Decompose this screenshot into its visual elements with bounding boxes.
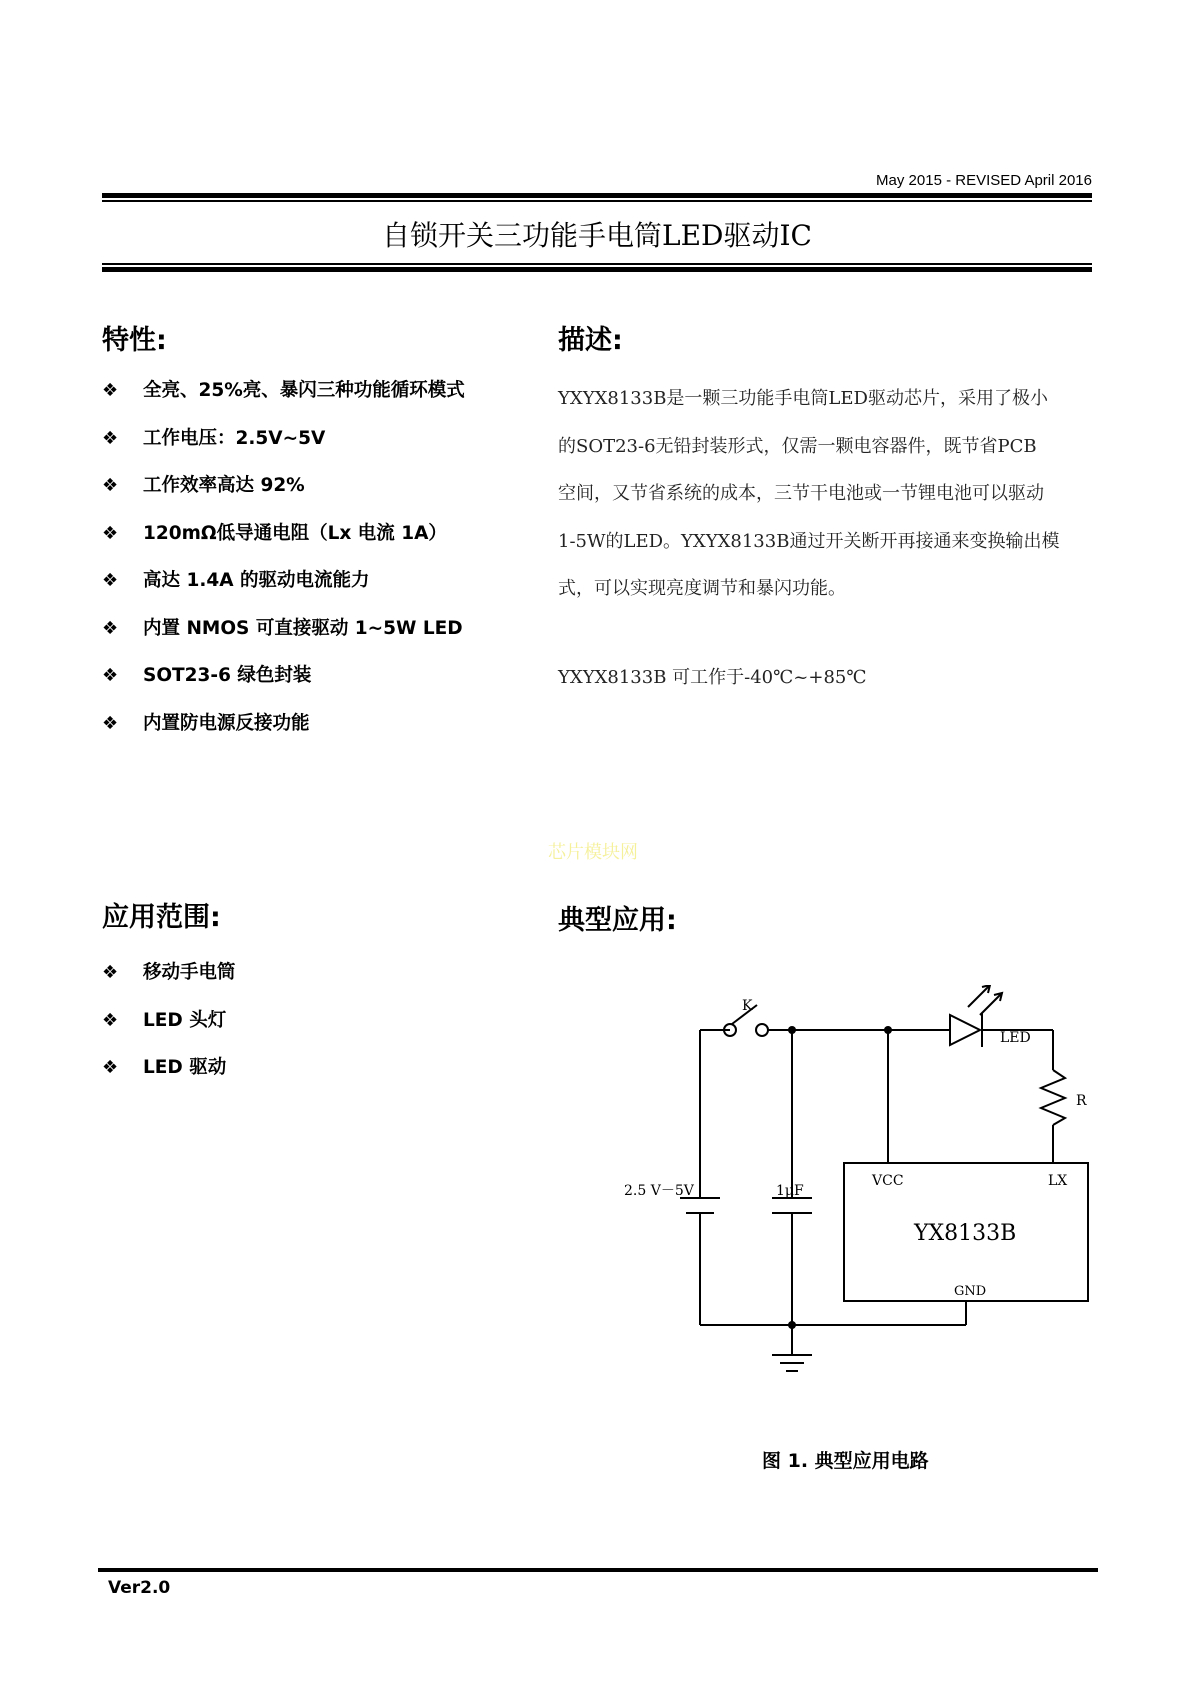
- diamond-bullet-icon: ❖: [102, 522, 119, 544]
- description-line: YXYX8133B是一颗三功能手电筒LED驱动芯片，采用了极小: [558, 388, 1048, 409]
- operating-temperature: YXYX8133B 可工作于-40℃~+85℃: [558, 667, 867, 688]
- capacitor-value-label: 1μF: [776, 1183, 804, 1199]
- typical-application-heading: 典型应用:: [558, 905, 677, 936]
- document-title: 自锁开关三功能手电筒LED驱动IC: [382, 219, 812, 252]
- diamond-bullet-icon: ❖: [102, 380, 119, 401]
- watermark: 芯片模块网: [548, 842, 638, 863]
- applications-heading: 应用范围:: [102, 902, 221, 933]
- vcc-pin-label: VCC: [872, 1173, 904, 1189]
- header-rule-top-thin: [102, 200, 1092, 202]
- junction-dot: [884, 1026, 892, 1034]
- revision-date: May 2015 - REVISED April 2016: [876, 172, 1092, 189]
- junction-dot: [788, 1321, 796, 1329]
- feature-item: ❖ 内置防电源反接功能: [102, 711, 465, 759]
- switch-contact: [756, 1024, 768, 1036]
- feature-item: ❖ 高达 1.4A 的驱动电流能力: [102, 568, 465, 616]
- application-item: ❖ LED 头灯: [102, 1008, 236, 1056]
- led-symbol-icon: [950, 1015, 980, 1045]
- diamond-bullet-icon: ❖: [102, 1009, 119, 1031]
- typical-circuit-diagram: [620, 985, 1090, 1405]
- switch-label: K: [742, 998, 753, 1014]
- description-line: 1-5W的LED。YXYX8133B通过开关断开再接通来变换输出模: [558, 530, 1060, 552]
- description-line: 空间，又节省系统的成本，三节干电池或一节锂电池可以驱动: [558, 483, 1044, 504]
- gnd-pin-label: GND: [954, 1284, 987, 1299]
- feature-item: ❖ 全亮、25%亮、暴闪三种功能循环模式: [102, 378, 465, 426]
- led-label: LED: [1000, 1030, 1031, 1046]
- diamond-bullet-icon: ❖: [102, 617, 119, 639]
- diamond-bullet-icon: ❖: [102, 665, 119, 686]
- feature-item: ❖ 内置 NMOS 可直接驱动 1~5W LED: [102, 616, 465, 664]
- resistor-zigzag-icon: [1041, 1070, 1065, 1125]
- feature-item: ❖ 工作电压：2.5V~5V: [102, 426, 465, 474]
- description-heading: 描述:: [558, 325, 623, 356]
- figure-caption: 图 1. 典型应用电路: [762, 1450, 929, 1472]
- chip-part-label: YX8133B: [914, 1221, 1017, 1246]
- application-item: ❖ LED 驱动: [102, 1055, 236, 1103]
- diamond-bullet-icon: ❖: [102, 427, 119, 449]
- version-label: Ver2.0: [108, 1578, 171, 1598]
- diamond-bullet-icon: ❖: [102, 712, 119, 734]
- diamond-bullet-icon: ❖: [102, 1057, 119, 1078]
- diamond-bullet-icon: ❖: [102, 962, 119, 983]
- battery-voltage-label: 2.5 V－5V: [624, 1183, 694, 1199]
- description-line: 式，可以实现亮度调节和暴闪功能。: [558, 578, 846, 599]
- junction-dot: [788, 1026, 796, 1034]
- feature-item: ❖ 120mΩ低导通电阻（Lx 电流 1A）: [102, 521, 465, 569]
- footer-rule: [98, 1568, 1098, 1572]
- features-heading: 特性:: [102, 325, 167, 356]
- description-line: 的SOT23-6无铅封装形式，仅需一颗电容器件，既节省PCB: [558, 435, 1037, 457]
- header-rule-bottom-thin: [102, 263, 1092, 265]
- lx-pin-label: LX: [1048, 1173, 1068, 1189]
- application-item: ❖ 移动手电筒: [102, 960, 236, 1008]
- diamond-bullet-icon: ❖: [102, 475, 119, 496]
- light-arrow: [968, 985, 990, 1007]
- description-text: [558, 375, 1098, 613]
- header-rule-top-thick: [102, 193, 1092, 198]
- diamond-bullet-icon: ❖: [102, 570, 119, 591]
- resistor-label: R: [1076, 1093, 1087, 1109]
- light-arrow: [980, 993, 1002, 1015]
- header-rule-bottom-thick: [102, 267, 1092, 272]
- feature-item: ❖ 工作效率高达 92%: [102, 473, 465, 521]
- features-list: [102, 378, 465, 758]
- applications-list: [102, 960, 236, 1103]
- feature-item: ❖ SOT23-6 绿色封装: [102, 663, 465, 711]
